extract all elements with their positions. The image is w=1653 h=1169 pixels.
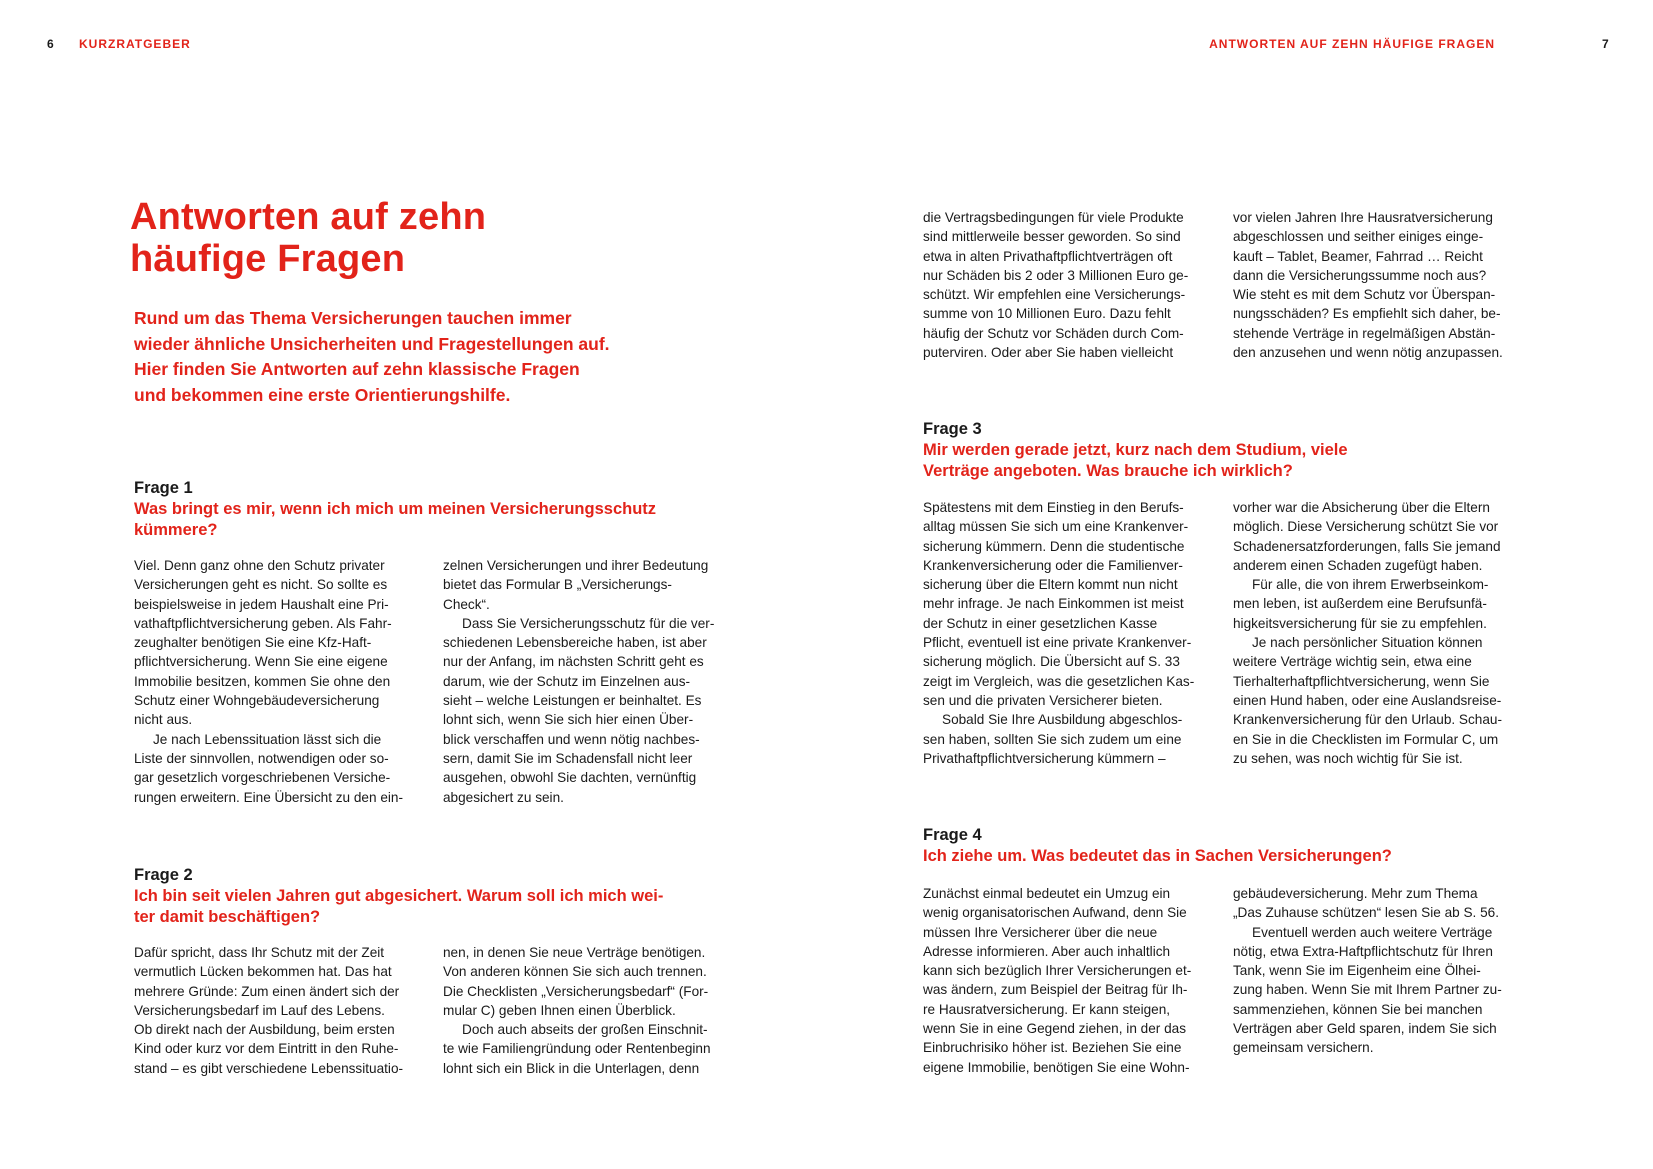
question-1-heading: [134, 478, 656, 541]
body-text-line: Dass Sie Versicherungsschutz für die ver-: [462, 615, 715, 631]
body-text-line: eigene Immobilie, benötigen Sie eine Wohn-: [923, 1059, 1190, 1075]
body-text-line: blick verschaffen und wenn nötig nachbes-: [443, 731, 700, 747]
body-text-line: zelnen Versicherungen und ihrer Bedeutung: [443, 558, 709, 573]
body-text-line: Krankenversicherung oder die Familienver-: [923, 557, 1183, 573]
body-text-line: sicherung über die Eltern kommt nun nicht: [923, 577, 1178, 593]
body-text-line: sind mittlerweile besser geworden. So sind: [923, 229, 1181, 245]
body-text-line: Viel. Denn ganz ohne den Schutz privater: [134, 558, 385, 573]
question-1-col-1: [134, 556, 426, 807]
title-line: häufige Fragen: [130, 238, 406, 280]
question-3-col-2: [1233, 498, 1525, 768]
body-text-line: pflichtversicherung. Wenn Sie eine eigene: [134, 654, 388, 670]
body-text-line: ausgehen, obwohl Sie dachten, vernünftig: [443, 770, 697, 786]
question-text: [134, 499, 656, 541]
body-text-line: Adresse informieren. Aber auch inhaltlich: [923, 943, 1171, 959]
body-text-line: zu sehen, was noch wichtig für Sie ist.: [1233, 750, 1463, 766]
question-label: Frage 3: [923, 420, 982, 438]
body-text-line: nicht aus.: [134, 712, 193, 728]
body-text-line: Versicherungen geht es nicht. So sollte es: [134, 577, 388, 593]
question-2-continued-col-2: [1233, 208, 1525, 362]
question-2-heading: [134, 865, 663, 928]
body-text-line: Doch auch abseits der großen Einschnit-: [462, 1022, 708, 1038]
question-label: Frage 2: [134, 866, 193, 884]
body-text-line: Schutz einer Wohngebäudeversicherung: [134, 693, 380, 709]
body-text-line: mehrere Gründe: Zum einen ändert sich der: [134, 983, 400, 999]
right-page-number: 7: [1602, 37, 1610, 51]
body-text-line: gemeinsam versichern.: [1233, 1040, 1374, 1056]
body-text-line: Dafür spricht, dass Ihr Schutz mit der Zeit: [134, 945, 385, 960]
question-4-col-2: [1233, 884, 1525, 1058]
body-text-line: Tank, wenn Sie im Eigenheim eine Ölhei-: [1233, 963, 1481, 979]
body-text-line: was ändern, zum Beispiel der Beitrag für Ih-: [923, 982, 1188, 998]
question-2-continued-col-1: [923, 208, 1215, 362]
question-line: Mir werden gerade jetzt, kurz nach dem Studium, viele: [923, 441, 1348, 459]
body-text-line: Pflicht, eventuell ist eine private Krankenver-: [923, 635, 1192, 651]
body-text-line: en Sie in die Checklisten im Formular C, um: [1233, 731, 1499, 747]
body-text-line: mehr infrage. Je nach Einkommen ist meist: [923, 596, 1184, 612]
intro-line: Hier finden Sie Antworten auf zehn klassische Fragen: [134, 359, 580, 379]
intro-line: wieder ähnliche Unsicherheiten und Fragestellungen auf.: [134, 333, 610, 354]
question-label: Frage 4: [923, 826, 982, 844]
body-text-line: wenn Sie in eine Gegend ziehen, in der das: [923, 1021, 1186, 1037]
body-text-line: Je nach Lebenssituation lässt sich die: [153, 731, 382, 747]
body-text-line: etwa in alten Privathaftpflichtverträgen oft: [923, 248, 1173, 264]
body-text-line: Wie steht es mit dem Schutz vor Überspan-: [1233, 287, 1496, 303]
body-text-line: bietet das Formular B „Versicherungs-: [443, 577, 672, 593]
body-text-line: anderem einen Schaden zugefügt haben.: [1233, 557, 1483, 573]
question-2-col-1: [134, 943, 426, 1078]
body-text-line: abgesichert zu sein.: [443, 789, 564, 805]
body-text-line: den anzusehen und wenn nötig anzupassen.: [1233, 345, 1503, 361]
intro-paragraph: [134, 306, 610, 408]
body-text-line: vor vielen Jahren Ihre Hausratversicherung: [1233, 210, 1493, 225]
body-text-line: Privathaftpflichtversicherung kümmern –: [923, 750, 1166, 766]
body-text-line: men leben, ist außerdem eine Berufsunfä-: [1233, 596, 1487, 612]
body-text-line: nen, in denen Sie neue Verträge benötigen.: [443, 945, 706, 960]
body-text-line: re Hausratversicherung. Er kann steigen,: [923, 1001, 1171, 1017]
body-text-line: zung haben. Wenn Sie mit Ihrem Partner zu-: [1233, 982, 1502, 998]
intro-line: Rund um das Thema Versicherungen tauchen immer: [134, 308, 572, 328]
body-text-line: lohnt sich ein Blick in die Unterlagen, denn: [443, 1060, 700, 1076]
body-text-line: die Vertragsbedingungen für viele Produkte: [923, 210, 1184, 225]
body-text-line: sicherung möglich. Die Übersicht auf S. 33: [923, 654, 1180, 670]
body-text-line: der Schutz in einer gesetzlichen Kasse: [923, 615, 1158, 631]
body-text-line: nur Schäden bis 2 oder 3 Millionen Euro ge-: [923, 267, 1189, 283]
body-text-line: lohnt sich, wenn Sie sich hier einen Über-: [443, 712, 694, 728]
question-4-col-1: [923, 884, 1215, 1077]
body-text-line: stand – es gibt verschiedene Lebenssituatio-: [134, 1060, 404, 1076]
body-text-line: abgeschlossen und seither einiges einge-: [1233, 229, 1484, 245]
question-3-heading: [923, 419, 1348, 482]
question-line: ter damit beschäftigen?: [134, 908, 321, 926]
body-text-line: Kind oder kurz vor dem Eintritt in den Ruhe-: [134, 1041, 399, 1057]
body-text-line: Krankenversicherung für den Urlaub. Schau-: [1233, 712, 1503, 728]
body-text-line: Von anderen können Sie sich auch trennen.: [443, 964, 707, 980]
question-line: Ich ziehe um. Was bedeutet das in Sachen Versicherungen?: [923, 847, 1392, 865]
question-line: Ich bin seit vielen Jahren gut abgesichert. Warum soll ich mich wei-: [134, 887, 664, 905]
body-text-line: einen Hund haben, oder eine Auslandsreise-: [1233, 692, 1502, 708]
body-text-line: häufig der Schutz vor Schäden durch Com-: [923, 325, 1184, 341]
body-text-line: Liste der sinnvollen, notwendigen oder so-: [134, 750, 389, 766]
body-text-line: nur der Anfang, im nächsten Schritt geht es: [443, 654, 704, 670]
body-text-line: kann sich bezüglich Ihrer Versicherungen et-: [923, 963, 1192, 979]
body-text-line: alltag müssen Sie sich um eine Krankenver-: [923, 519, 1189, 535]
question-label: Frage 1: [134, 479, 193, 497]
question-3-col-1: [923, 498, 1215, 768]
body-text-line: Zunächst einmal bedeutet ein Umzug ein: [923, 886, 1171, 901]
body-text-line: nungsschäden? Es empfiehlt sich daher, be-: [1233, 306, 1501, 322]
body-text-line: sen haben, sollten Sie sich zudem um eine: [923, 731, 1182, 747]
body-text-line: Einbruchrisiko höher ist. Beziehen Sie eine: [923, 1040, 1182, 1056]
question-line: Verträge angeboten. Was brauche ich wirklich?: [923, 462, 1293, 480]
body-text-line: dann die Versicherungssumme noch aus?: [1233, 267, 1487, 283]
body-text-line: rungen erweitern. Eine Übersicht zu den ein-: [134, 789, 404, 805]
question-text: [923, 846, 1392, 867]
body-text-line: Check“.: [443, 596, 490, 612]
body-text-line: stehende Verträge in regelmäßigen Abstän-: [1233, 325, 1496, 341]
body-text-line: „Das Zuhause schützen“ lesen Sie ab S. 56.: [1233, 905, 1499, 921]
body-text-line: puterviren. Oder aber Sie haben vielleicht: [923, 345, 1174, 361]
question-text: [923, 440, 1348, 482]
question-4-heading: [923, 825, 1392, 867]
page-title: [130, 196, 486, 280]
body-text-line: sern, damit Sie im Schadensfall nicht leer: [443, 750, 693, 766]
body-text-line: nötig, etwa Extra-Haftpflichtschutz für Ihren: [1233, 943, 1493, 959]
body-text-line: vermutlich Lücken bekommen hat. Das hat: [134, 964, 392, 980]
body-text-line: Die Checklisten „Versicherungsbedarf“ (For-: [443, 983, 709, 999]
body-text-line: summe von 10 Millionen Euro. Dazu fehlt: [923, 306, 1171, 322]
question-line: Was bringt es mir, wenn ich mich um meinen Versicherungsschutz: [134, 500, 657, 518]
body-text-line: Immobilie besitzen, kommen Sie ohne den: [134, 673, 391, 689]
intro-line: und bekommen eine erste Orientierungshilfe.: [134, 384, 511, 405]
title-line: Antworten auf zehn: [130, 196, 487, 238]
body-text-line: Tierhalterhaftpflichtversicherung, wenn Sie: [1233, 673, 1490, 689]
body-text-line: schützt. Wir empfehlen eine Versicherungs-: [923, 287, 1186, 303]
body-text-line: vorher war die Absicherung über die Eltern: [1233, 500, 1490, 515]
question-text: [134, 886, 663, 928]
body-text-line: Ob direkt nach der Ausbildung, beim ersten: [134, 1022, 395, 1038]
body-text-line: Sobald Sie Ihre Ausbildung abgeschlos-: [942, 712, 1183, 728]
right-running-head: ANTWORTEN AUF ZEHN HÄUFIGE FRAGEN: [1209, 37, 1495, 51]
body-text-line: vathaftpflichtversicherung geben. Als Fahr-: [134, 615, 392, 631]
body-text-line: Spätestens mit dem Einstieg in den Berufs-: [923, 500, 1184, 515]
left-running-head: KURZRATGEBER: [79, 37, 191, 51]
body-text-line: weitere Verträge wichtig sein, etwa eine: [1233, 654, 1472, 670]
left-page-number: 6: [47, 37, 55, 51]
body-text-line: wenig organisatorischen Aufwand, denn Sie: [923, 905, 1187, 921]
body-text-line: darum, wie der Schutz im Einzelnen aus-: [443, 673, 691, 689]
body-text-line: Versicherungsbedarf im Lauf des Lebens.: [134, 1002, 385, 1018]
body-text-line: kauft – Tablet, Beamer, Fahrrad … Reicht: [1233, 248, 1483, 264]
body-text-line: sammenziehen, können Sie bei manchen: [1233, 1001, 1483, 1017]
body-text-line: sieht – welche Leistungen er beinhaltet. Es: [443, 693, 702, 709]
body-text-line: mular C) geben Ihnen einen Überblick.: [443, 1002, 676, 1018]
body-text-line: gar gesetzlich vorgeschriebenen Versiche-: [134, 770, 391, 786]
body-text-line: zeughalter benötigen Sie eine Kfz-Haft-: [134, 635, 372, 651]
body-text-line: Schadenersatzforderungen, falls Sie jemand: [1233, 538, 1501, 554]
body-text-line: möglich. Diese Versicherung schützt Sie vor: [1233, 519, 1499, 535]
body-text-line: schiedenen Lebensbereiche haben, ist aber: [443, 635, 707, 651]
body-text-line: Für alle, die von ihrem Erwerbseinkom-: [1252, 577, 1489, 593]
body-text-line: higkeitsversicherung für sie zu empfehlen.: [1233, 615, 1487, 631]
body-text-line: Verträgen aber Geld sparen, indem Sie sich: [1233, 1021, 1497, 1037]
question-1-col-2: [443, 556, 735, 807]
body-text-line: Eventuell werden auch weitere Verträge: [1252, 924, 1493, 940]
body-text-line: sicherung kümmern. Denn die studentische: [923, 538, 1185, 554]
body-text-line: müssen Ihre Versicherer über die neue: [923, 924, 1158, 940]
body-text-line: beispielsweise in jedem Haushalt eine Pri-: [134, 596, 389, 612]
body-text-line: te wie Familiengründung oder Rentenbeginn: [443, 1041, 711, 1057]
body-text-line: gebäudeversicherung. Mehr zum Thema: [1233, 886, 1478, 901]
body-text-line: sen und die privaten Versicherer bieten.: [923, 692, 1163, 708]
question-2-col-2: [443, 943, 735, 1078]
question-line: kümmere?: [134, 521, 218, 539]
body-text-line: zeigt im Vergleich, was die gesetzlichen Kas-: [923, 673, 1195, 689]
body-text-line: Je nach persönlicher Situation können: [1252, 635, 1483, 651]
